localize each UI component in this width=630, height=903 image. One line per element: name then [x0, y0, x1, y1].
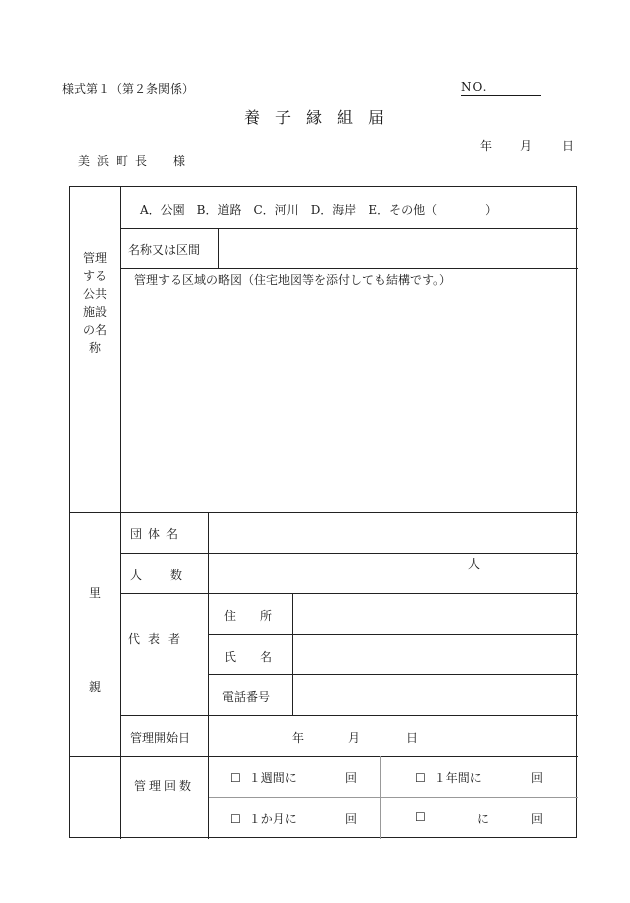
name-input[interactable]: [302, 648, 568, 666]
freq-custom-unit: 回: [531, 812, 544, 826]
option-park[interactable]: A．公園: [140, 203, 185, 217]
name-label: 氏 名: [224, 650, 279, 664]
phone-label: 電話番号: [222, 690, 271, 704]
freq-weekly-text: １週間に: [248, 771, 297, 785]
headcount-unit: 人: [468, 557, 481, 571]
application-form-table: [69, 186, 577, 838]
divider: [120, 268, 578, 269]
frequency-label: 管理回数: [134, 779, 195, 793]
option-road[interactable]: B．道路: [196, 203, 242, 217]
divider: [380, 756, 381, 839]
start-date-field[interactable]: [292, 729, 418, 746]
divider: [208, 634, 578, 635]
option-coast[interactable]: D．海岸: [310, 203, 357, 217]
date-month: 月: [520, 139, 533, 153]
start-month: 月: [348, 731, 361, 745]
option-other[interactable]: E．その他（ ）: [368, 203, 498, 217]
freq-monthly[interactable]: [230, 810, 297, 827]
foster-label-char-2: 親: [88, 680, 101, 694]
checkbox-icon[interactable]: ☐: [230, 812, 241, 826]
freq-monthly-text: １か月に: [248, 812, 297, 826]
representative-label: 代表者: [128, 632, 189, 646]
divider: [218, 228, 219, 268]
map-area-label: 管理する区域の略図（住宅地図等を添付しても結構です。）: [134, 273, 452, 287]
divider: [70, 756, 578, 757]
headcount-label: 人 数: [130, 568, 191, 582]
freq-custom-text: に: [477, 812, 490, 826]
freq-custom-checkbox[interactable]: ☐: [415, 810, 426, 824]
document-number-field[interactable]: NO.: [461, 80, 541, 96]
divider: [208, 674, 578, 675]
checkbox-icon[interactable]: ☐: [415, 771, 426, 785]
foster-section-label-1: [83, 584, 107, 602]
foster-label-char-1: 里: [88, 586, 101, 600]
submission-date[interactable]: [480, 137, 574, 154]
divider: [120, 228, 578, 229]
start-day: 日: [406, 731, 419, 745]
divider: [120, 715, 578, 716]
facility-type-options[interactable]: [140, 201, 497, 218]
group-name-input[interactable]: [218, 525, 568, 543]
divider: [208, 512, 209, 839]
freq-yearly-unit: 回: [531, 771, 544, 785]
facility-section-label: 管理する公共施設の名称: [83, 251, 108, 355]
group-name-label: 団体名: [130, 527, 185, 541]
option-river[interactable]: C．河川: [253, 203, 299, 217]
date-day: 日: [562, 139, 575, 153]
start-date-label: 管理開始日: [130, 731, 191, 745]
freq-monthly-unit: 回: [345, 812, 358, 826]
checkbox-icon[interactable]: ☐: [230, 771, 241, 785]
divider: [120, 187, 121, 839]
freq-yearly-text: １年間に: [433, 771, 482, 785]
addressee: 美浜町長 様: [78, 154, 193, 168]
foster-section-label-2: [83, 678, 107, 696]
freq-weekly-unit: 回: [345, 771, 358, 785]
divider: [120, 593, 578, 594]
start-year: 年: [292, 731, 305, 745]
facility-name-label: 名称又は区間: [128, 243, 201, 257]
date-year: 年: [480, 139, 493, 153]
address-input[interactable]: [302, 607, 568, 625]
divider: [70, 512, 578, 513]
divider: [120, 553, 578, 554]
divider: [292, 593, 293, 715]
facility-name-input[interactable]: [226, 241, 566, 259]
freq-yearly[interactable]: [415, 769, 482, 786]
map-area[interactable]: [126, 291, 570, 505]
phone-input[interactable]: [302, 688, 568, 706]
divider: [208, 797, 578, 798]
form-number-label: 様式第１（第２条関係）: [62, 82, 195, 96]
document-title: 養子縁組届: [244, 108, 400, 127]
freq-weekly[interactable]: [230, 769, 297, 786]
address-label: 住 所: [224, 609, 279, 623]
